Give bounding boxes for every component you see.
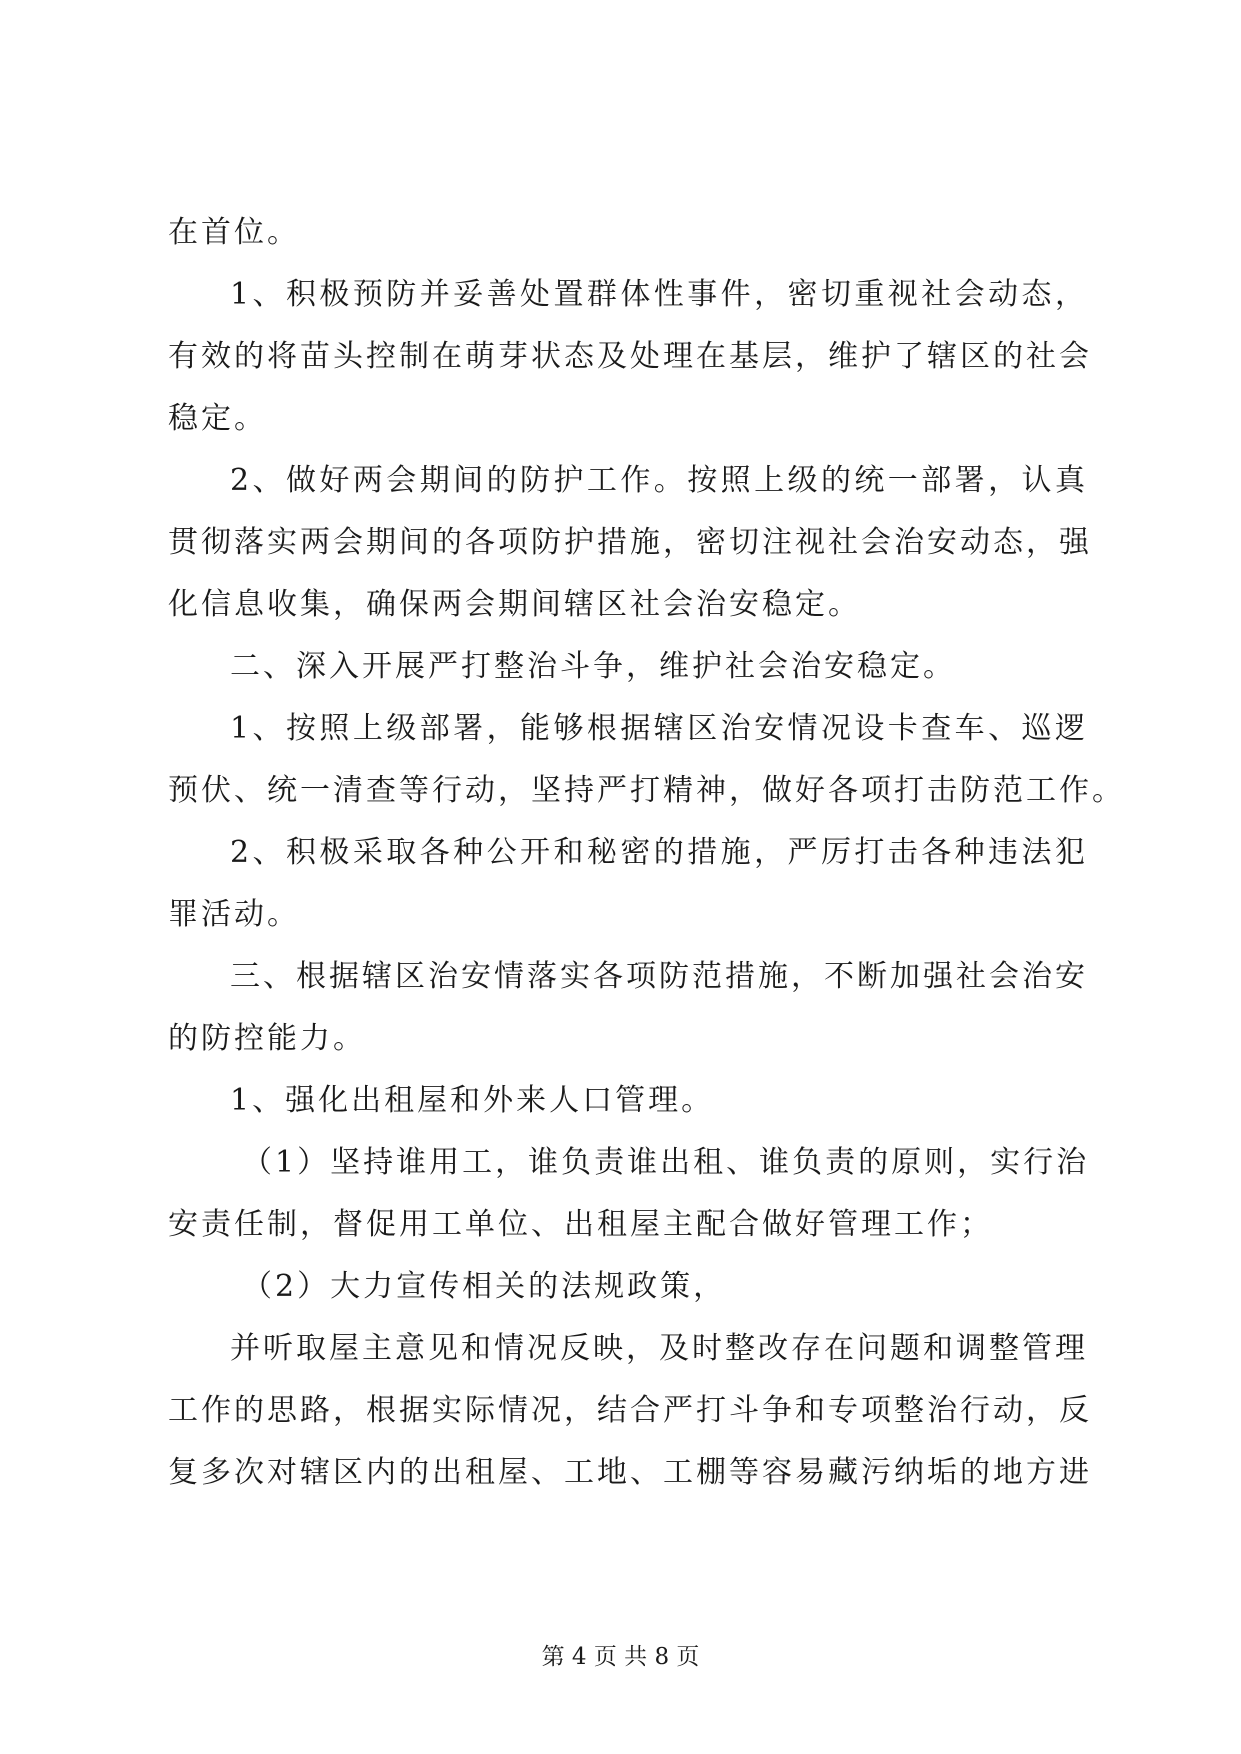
text-line: 化信息收集，确保两会期间辖区社会治安稳定。: [168, 587, 861, 622]
text-line: 2、做好两会期间的防护工作。按照上级的统一部署，认真: [230, 463, 1088, 498]
text-line: （2）大力宣传相关的法规政策，: [242, 1269, 727, 1304]
text-line: 2、积极采取各种公开和秘密的措施，严厉打击各种违法犯: [230, 835, 1088, 870]
text-line: 三、根据辖区治安情落实各项防范措施，不断加强社会治安: [230, 959, 1088, 994]
text-line: 二、深入开展严打整治斗争，维护社会治安稳定。: [230, 649, 956, 684]
text-line: 1、积极预防并妥善处置群体性事件，密切重视社会动态，: [230, 277, 1088, 312]
text-line: 预伏、统一清查等行动，坚持严打精神，做好各项打击防范工作。: [168, 773, 1125, 808]
text-line: 有效的将苗头控制在萌芽状态及处理在基层，维护了辖区的社会: [168, 339, 1092, 374]
text-line: 安责任制，督促用工单位、出租屋主配合做好管理工作；: [168, 1207, 993, 1242]
text-line: 工作的思路，根据实际情况，结合严打斗争和专项整治行动，反: [168, 1393, 1092, 1428]
text-line: 罪活动。: [168, 897, 300, 932]
text-line: 1、强化出租屋和外来人口管理。: [230, 1083, 715, 1118]
text-line: 的防控能力。: [168, 1021, 366, 1056]
text-line: 复多次对辖区内的出租屋、工地、工棚等容易藏污纳垢的地方进: [168, 1455, 1092, 1490]
body-text: [168, 202, 1125, 1504]
text-line: （1）坚持谁用工，谁负责谁出租、谁负责的原则，实行治: [242, 1145, 1090, 1180]
text-line: 稳定。: [168, 401, 267, 436]
text-line: 在首位。: [168, 215, 300, 250]
text-line: 1、按照上级部署，能够根据辖区治安情况设卡查车、巡逻: [230, 711, 1088, 746]
page-number-footer: 第 4 页 共 8 页: [541, 1644, 700, 1670]
text-line: 并听取屋主意见和情况反映，及时整改存在问题和调整管理: [230, 1331, 1088, 1366]
text-line: 贯彻落实两会期间的各项防护措施，密切注视社会治安动态，强: [168, 525, 1092, 560]
